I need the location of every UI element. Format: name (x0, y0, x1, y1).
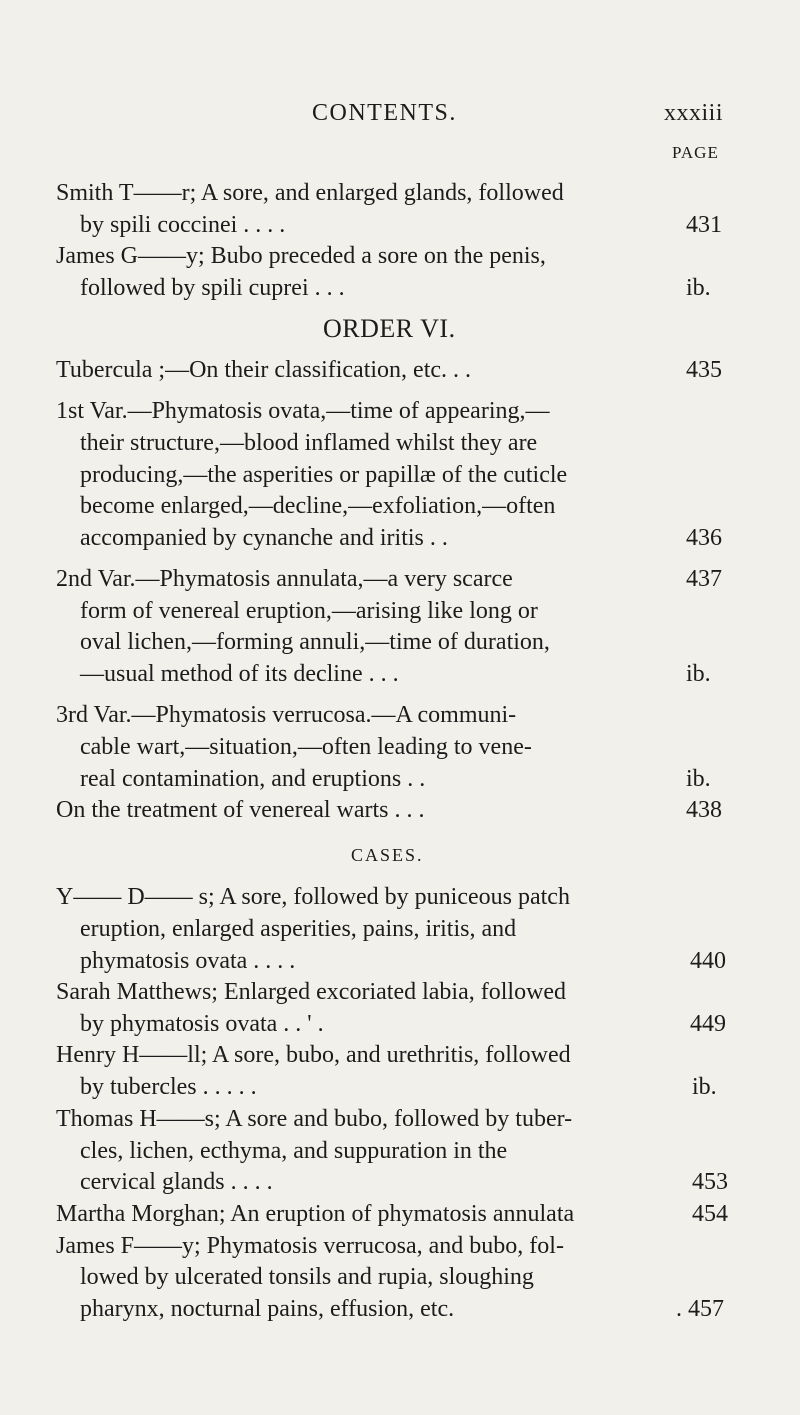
entry-line: James G——y; Bubo preceded a sore on the penis, (56, 243, 546, 269)
entry-page: 438 (686, 797, 722, 823)
entry-line: followed by spili cuprei . . . (80, 275, 345, 301)
entry-line: 1st Var.—Phymatosis ovata,—time of appearing,— (56, 398, 550, 424)
entry-page: 435 (686, 357, 722, 383)
entry-line: oval lichen,—forming annuli,—time of duration, (80, 629, 550, 655)
entry-line: Smith T——r; A sore, and enlarged glands, followed (56, 180, 564, 206)
section-heading: ORDER VI. (323, 314, 456, 343)
entry-line: 2nd Var.—Phymatosis annulata,—a very scarce (56, 566, 513, 592)
entry-page: 453 (692, 1169, 728, 1195)
entry-line: 3rd Var.—Phymatosis verrucosa.—A communi- (56, 702, 517, 728)
entry-line: real contamination, and eruptions . . (80, 766, 426, 792)
entry-page: ib. (686, 766, 711, 792)
entry-page: 440 (690, 948, 726, 974)
entry-page: 436 (686, 525, 722, 551)
entry-line: accompanied by cynanche and iritis . . (80, 525, 448, 551)
entry-page: ib. (686, 661, 711, 687)
entry-line: Sarah Matthews; Enlarged excoriated labia, followed (56, 979, 567, 1005)
entry-line: lowed by ulcerated tonsils and rupia, sloughing (80, 1264, 534, 1290)
entry-line: cervical glands . . . . (80, 1169, 273, 1195)
entry-line: form of venereal eruption,—arising like long or (80, 598, 538, 624)
entry-page: 449 (690, 1011, 726, 1037)
entry-page: . 457 (676, 1296, 724, 1322)
entry-line: Thomas H——s; A sore and bubo, followed by tuber- (56, 1106, 573, 1132)
entry-page: ib. (686, 275, 711, 301)
entry-page: 454 (692, 1201, 728, 1227)
entry-line: become enlarged,—decline,—exfoliation,—often (80, 493, 556, 519)
entry-line: cles, lichen, ecthyma, and suppuration in the (80, 1138, 508, 1164)
entry-line: Tubercula ;—On their classification, etc. . . (56, 357, 472, 383)
entry-line: —usual method of its decline . . . (80, 661, 399, 687)
entry-line: Y—— D—— s; A sore, followed by puniceous patch (56, 884, 570, 910)
entry-page: 431 (686, 212, 722, 238)
entry-line: pharynx, nocturnal pains, effusion, etc. (80, 1296, 455, 1322)
entry-line: cable wart,—situation,—often leading to vene- (80, 734, 532, 760)
entry-line: eruption, enlarged asperities, pains, iritis, and (80, 916, 517, 942)
entry-line: producing,—the asperities or papillæ of the cuticle (80, 462, 568, 488)
entry-line: their structure,—blood inflamed whilst they are (80, 430, 538, 456)
entry-line: On the treatment of venereal warts . . . (56, 797, 425, 823)
running-title: CONTENTS. (312, 100, 457, 126)
entry-page: 437 (686, 566, 722, 592)
page-number: xxxiii (664, 100, 724, 126)
entry-line: by tubercles . . . . . (80, 1074, 257, 1100)
entry-line: by spili coccinei . . . . (80, 212, 286, 238)
entry-page: ib. (692, 1074, 717, 1100)
entry-line: James F——y; Phymatosis verrucosa, and bubo, fol- (56, 1233, 564, 1259)
page-column-label: PAGE (672, 143, 719, 162)
entry-line: Henry H——ll; A sore, bubo, and urethritis, followed (56, 1042, 571, 1068)
entry-line: phymatosis ovata . . . . (80, 948, 296, 974)
entry-line: Martha Morghan; An eruption of phymatosis annulata (56, 1201, 575, 1227)
entry-line: by phymatosis ovata . . ' . (80, 1011, 324, 1037)
cases-heading: CASES. (351, 845, 424, 865)
